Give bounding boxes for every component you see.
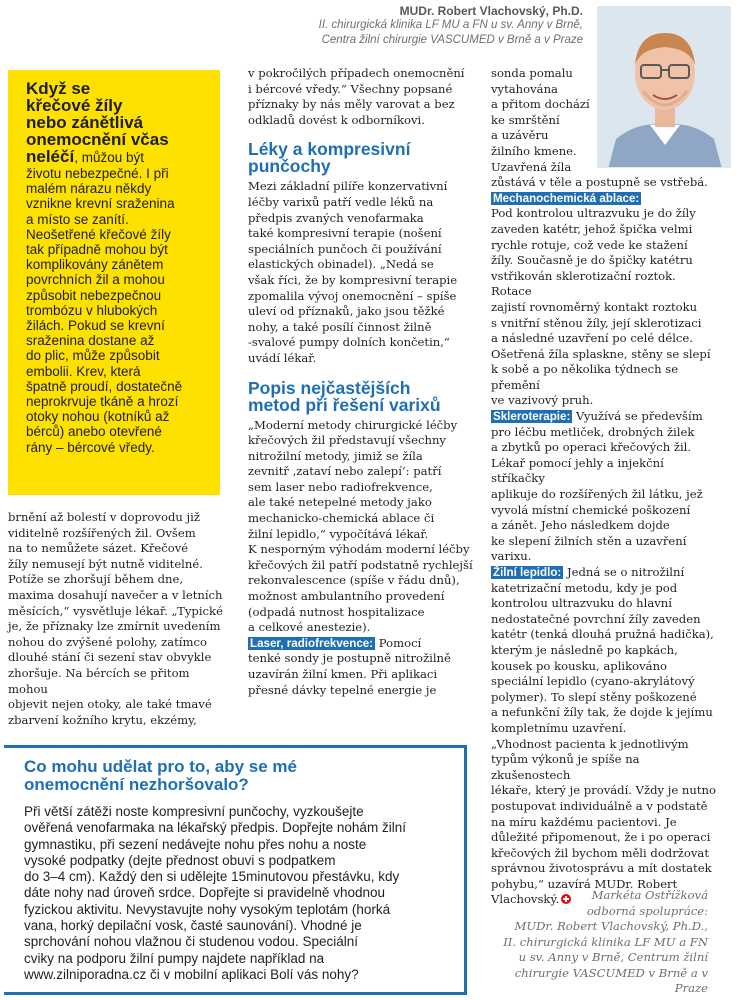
body-line: odkladů dovést k odborníkovi.	[248, 112, 425, 127]
lead-text-line: a místo se zanítí.	[26, 211, 129, 227]
body-line: speciální lepidlo (cyano-akrylátový	[491, 674, 695, 689]
body-line: „Vhodnost pacienta k jednotlivým	[491, 736, 689, 751]
body-line: zajistí rovnoměrný kontakt roztoku	[491, 299, 698, 314]
body-line: zhoršuje. Na bércích se přitom mohou	[8, 665, 190, 696]
body-line: tenké sondy je postupně nitrožilně	[248, 651, 451, 666]
tips-box-body	[24, 804, 454, 983]
heading-line: Léky a kompresivní	[248, 139, 411, 160]
body-line: Potíže se zhoršují během dne,	[8, 572, 184, 587]
body-line: i bércové vředy.“ Všechny popsané	[248, 81, 453, 96]
body-line: postupovat individuálně a v podstatě	[491, 798, 708, 813]
body-line: také kompresivní terapie (nošení	[248, 226, 442, 241]
tips-line: www.zilniporadna.cz či v mobilní aplikaci Bolí vás nohy?	[24, 966, 359, 982]
lead-text-line: způsobit nebezpečnou	[26, 287, 162, 303]
body-line: přesné dávky tepelné energie je	[248, 682, 437, 697]
signature-line: II. chirurgická klinika LF MU a FN	[503, 934, 708, 949]
body-line: nohy, a také posílí činnost žilně	[248, 319, 432, 334]
lead-title	[26, 80, 210, 166]
body-line: vyvolá místní chemické poškození	[491, 502, 691, 517]
lead-title-line: Když se	[26, 79, 91, 98]
body-line	[491, 409, 716, 425]
body-line: aplikuje do rozšířených žil látku, jež	[491, 487, 703, 502]
body-line: uvádí lékař.	[248, 350, 317, 365]
lead-text-line: otoky nohou (kotníků až	[26, 409, 170, 425]
body-line: lékaře, který je provádí. Vždy je nutno	[491, 783, 716, 798]
lead-text-line: Neošetřené křečové žíly	[26, 226, 171, 242]
body-line: s vnitřní stěnou žíly, její sklerotizaci	[491, 315, 702, 330]
body-line: viditelně rozšířených žil. Ovšem	[8, 525, 196, 540]
body-line: důležité připomenout, že i po operaci	[491, 830, 711, 845]
body-line: křečových žil patří podstatně rychlejší	[248, 557, 473, 572]
author-signature	[498, 888, 708, 997]
body-line: Pod kontrolou ultrazvuku je do žíly	[491, 206, 696, 221]
body-line: Uzavřená žíla	[491, 159, 572, 174]
lead-text-line: sraženina dostane až	[26, 333, 155, 349]
signature-line: u sv. Anny v Brně, Centrum žilní	[518, 950, 708, 964]
body-line: Lékař pomocí jehly a injekční stříkačky	[491, 455, 664, 486]
doctor-name: MUDr. Robert Vlachovský, Ph.D.	[399, 4, 583, 18]
body-line: v pokročilých případech onemocnění	[248, 66, 465, 80]
lead-text-line: tak případně mohou být	[26, 242, 168, 258]
tips-box-title	[24, 758, 454, 794]
body-line: správnou životosprávu a mít dostatek	[491, 861, 712, 876]
lead-title-line: neléčí	[26, 147, 75, 166]
article-header	[260, 4, 583, 48]
body-line: a následné uzavření po celé délce.	[491, 331, 693, 346]
tips-line: vana, horký depilační vosk, časté saunování). Vhodné je	[24, 918, 362, 934]
tips-line: do 3–4 cm). Každý den si udělejte 15minutovou přestávku, kdy	[24, 869, 400, 885]
signature-line: Markéta Ostřížková	[591, 888, 708, 902]
lead-text-line: trombózu v hlubokých	[26, 302, 158, 318]
lead-text-line: malém nárazu někdy	[26, 181, 152, 197]
tips-line: ověřená venofarmaka na lékařský předpis. Dopřejte nohám žilní	[24, 820, 406, 836]
method-tag-mechanochemical: Mechanochemická ablace:	[493, 191, 640, 205]
body-line: léčby varixů patří vedle léků na	[248, 194, 434, 209]
lead-text-line: , můžou být	[74, 150, 144, 165]
body-line: vstřikován sklerotizační roztok. Rotace	[491, 268, 676, 299]
body-line: žilní lepidlo,“ vypočítává lékař.	[248, 526, 429, 541]
body-line: a nefunkční žíly tak, že dojde k jejímu	[491, 705, 713, 720]
body-line: ke smrštění	[491, 112, 560, 127]
signature-line: odborná spolupráce:	[586, 903, 708, 918]
lead-text-line: rány – bércové vředy.	[26, 439, 155, 455]
tips-line: gymnastiku, při sezení nedávejte nohu přes nohu a noste	[24, 836, 367, 852]
body-line: měsících,“ vysvětluje lékař. „Typické	[8, 603, 223, 618]
tips-line: dáte nohy nad úroveň srdce. Dopřejte si pravidelně vhodnou	[24, 885, 385, 901]
body-line: maxima dosahují navečer a v letních	[8, 587, 223, 602]
lead-title-line: křečové žíly	[26, 96, 123, 115]
body-line: žíly. Současně je do špičky katétru	[491, 253, 693, 268]
lead-text-line: komplikovány zánětem	[26, 257, 164, 273]
body-line: typům výkonů je spíše na zkušenostech	[491, 752, 640, 782]
body-line: Ošetřená žíla splaskne, stěny se slepí	[491, 346, 711, 361]
signature-line: chirurgie VASCUMED v Brně a v Praze	[514, 965, 708, 995]
body-line-fragment: Vlachovský.	[491, 892, 560, 907]
institution-line-1: II. chirurgická klinika LF MU a FN u sv. Anny v Brně,	[318, 19, 583, 31]
body-line-fragment: Jedná se o nitrožilní	[563, 565, 685, 579]
lead-text-line: embolii. Krev, která	[26, 363, 141, 379]
body-line: objevit nejen otoky, ale také tmavé	[8, 697, 212, 712]
body-line: ve vazivový pruh.	[491, 393, 594, 408]
body-line: „Moderní metody chirurgické léčby	[248, 417, 458, 432]
body-line: žíly nemusejí být nutně viditelné.	[8, 556, 203, 571]
lead-text-line: do plic, může způsobit	[26, 348, 160, 364]
body-line: zpomalila vývoj onemocnění – spíše	[248, 288, 457, 303]
body-line: elastických obinadel). „Nedá se	[248, 257, 434, 272]
lead-text-line: povrchních žil a mohou	[26, 272, 165, 288]
lead-text-line: bérců) anebo otevřené	[26, 424, 162, 440]
body-line: pohybu,“ uzavírá MUDr. Robert	[491, 876, 678, 891]
body-line: a přitom dochází	[491, 97, 590, 112]
section-heading-methods	[248, 377, 476, 415]
body-line: na míru každému pacientovi. Je	[491, 814, 677, 829]
signature-line: MUDr. Robert Vlachovský, Ph.D.,	[514, 919, 708, 933]
body-line: katetrizační metodu, kdy je pod	[491, 580, 678, 595]
body-line: nitrožilní metody, jimiž se žíla	[248, 448, 423, 463]
body-line: pro léčbu metliček, drobných žilek	[491, 424, 695, 439]
body-line: příznaky by nás měly varovat a bez	[248, 97, 455, 112]
body-line: mechanicko-chemická ablace či	[248, 511, 435, 526]
column-3-text	[491, 66, 716, 908]
body-line: kontrolou ultrazvuku do hlavní	[491, 596, 672, 611]
body-line: uleví od příznaků, jako jsou těžké	[248, 304, 445, 319]
lead-paragraph	[26, 80, 210, 455]
tips-line: Při větší zátěži noste kompresivní punčochy, vyzkoušejte	[24, 804, 364, 819]
body-line: a zbytků po operaci křečových žil.	[491, 440, 692, 455]
body-line: ke slepení žilních stěn a uzavření varixu.	[491, 533, 687, 564]
tips-box	[4, 745, 467, 995]
lead-text-line: vznikne krevní sraženina	[26, 196, 175, 212]
lead-text-line: žilách. Pokud se krevní	[26, 318, 165, 334]
lead-box	[8, 70, 220, 495]
body-line: -svalové pumpy dolních končetin,“	[248, 335, 450, 350]
tips-line: sprchování nohou vlažnou či studenou vodou. Speciální	[24, 934, 358, 950]
body-line	[248, 636, 476, 652]
body-line: brnění až bolestí v doprovodu již	[8, 510, 200, 524]
body-line: a zánět. Jeho následkem dojde	[491, 518, 670, 533]
body-line: a celkové anestezie).	[248, 620, 371, 635]
body-line: (odpadá nutnost hospitalizace	[248, 604, 425, 619]
tips-line: fyzickou aktivitu. Nevystavujte nohy vysokým teplotám (horká	[24, 901, 391, 917]
lead-title-line: nebo zánětlivá	[26, 113, 144, 132]
body-line: zůstává v těle a postupně se vstřebá.	[491, 175, 708, 190]
tips-line: cviky na podporu žilní pumpy najdete například na	[24, 950, 325, 966]
body-line: zbarvení kožního krytu, ekzémy,	[8, 712, 197, 727]
institution-line-2: Centra žilní chirurgie VASCUMED v Brně a v Praze	[321, 34, 583, 46]
lead-text-line: neprokrvuje tkáně a hrozí	[26, 394, 179, 410]
column-2-text	[248, 66, 476, 698]
body-line: předpis zvaných venofarmaka	[248, 210, 424, 225]
body-line: však říci, že by kompresivní terapie	[248, 272, 458, 287]
column-1-text	[8, 510, 230, 728]
tips-line: vysoké podpatky (dejte přednost obuvi s podpatkem	[24, 852, 336, 868]
body-line	[491, 191, 716, 207]
heading-line: Popis nejčastějších	[248, 377, 411, 398]
body-line: Mezi základní pilíře konzervativní	[248, 179, 448, 194]
body-line: rychle rotuje, což vede ke stažení	[491, 237, 688, 252]
body-line: zaveden katétr, jehož špička velmi	[491, 221, 693, 236]
body-line: žilního kmene.	[491, 143, 577, 158]
body-line: ale také netepelné metody jako	[248, 495, 432, 510]
heading-line: punčochy	[248, 156, 331, 177]
section-heading-drugs	[248, 141, 476, 175]
body-line: K nesporným výhodám moderní léčby	[248, 542, 470, 557]
body-line: kterým je následně po kapkách,	[491, 642, 678, 657]
body-line: polymer). To slepí stěny poškozené	[491, 689, 697, 704]
body-line: speciálních punčoch či používání	[248, 241, 442, 256]
body-line: vytahována	[491, 81, 558, 96]
body-line: kousek po kousku, aplikováno	[491, 658, 668, 673]
body-line: k sobě a po několika týdnech se přemění	[491, 362, 679, 392]
body-line: uzavírán žilní kmen. Při aplikaci	[248, 667, 438, 681]
body-line	[491, 565, 716, 581]
body-line: nohou do zvýšené polohy, zatímco	[8, 634, 207, 649]
lead-title-line: onemocnění včas	[26, 130, 169, 149]
tips-title-line: Co mohu udělat pro to, aby se mé	[24, 757, 297, 776]
method-tag-vein-glue: Žilní lepidlo:	[493, 566, 562, 579]
body-line: rekonvalescence (spíše v řádu dnů),	[248, 573, 460, 588]
body-line: kompletnímu uzavření.	[491, 720, 627, 735]
body-line: sonda pomalu	[491, 66, 573, 80]
method-tag-laser: Laser, radiofrekvence:	[250, 636, 374, 650]
body-line: zevnitř ‚zataví nebo zalepí‘: patří	[248, 464, 442, 479]
body-line: křečových žil bychom měli dodržovat	[491, 845, 709, 860]
body-line: katétr (tenká dlouhá pružná hadička),	[491, 627, 714, 642]
body-line: nedostatečné povrchní žíly zaveden	[491, 611, 701, 626]
body-line: a uzávěru	[491, 128, 549, 143]
method-tag-sclerotherapy: Skleroterapie:	[493, 410, 571, 424]
heading-line: metod při řešení varixů	[248, 394, 441, 415]
body-line: sem laser nebo radiofrekvence,	[248, 479, 433, 494]
body-line: možnost ambulantního provedení	[248, 589, 445, 604]
body-line: na to nemůžete sázet. Křečové	[8, 541, 189, 556]
lead-text-line: životu nebezpečné. I při	[26, 166, 169, 181]
lead-text-line: špatně proudí, dostatečně	[26, 378, 183, 394]
tips-title-line: onemocnění nezhoršovalo?	[24, 775, 249, 794]
body-line-fragment: Využívá se především	[572, 409, 703, 424]
body-line: dlouhé stání či sezení stav obvykle	[8, 650, 212, 665]
body-line-fragment: Pomocí	[375, 635, 422, 650]
body-line: je, že příznaky lze zmírnit uvedením	[8, 619, 221, 634]
body-line: křečových žil představují všechny	[248, 433, 446, 448]
